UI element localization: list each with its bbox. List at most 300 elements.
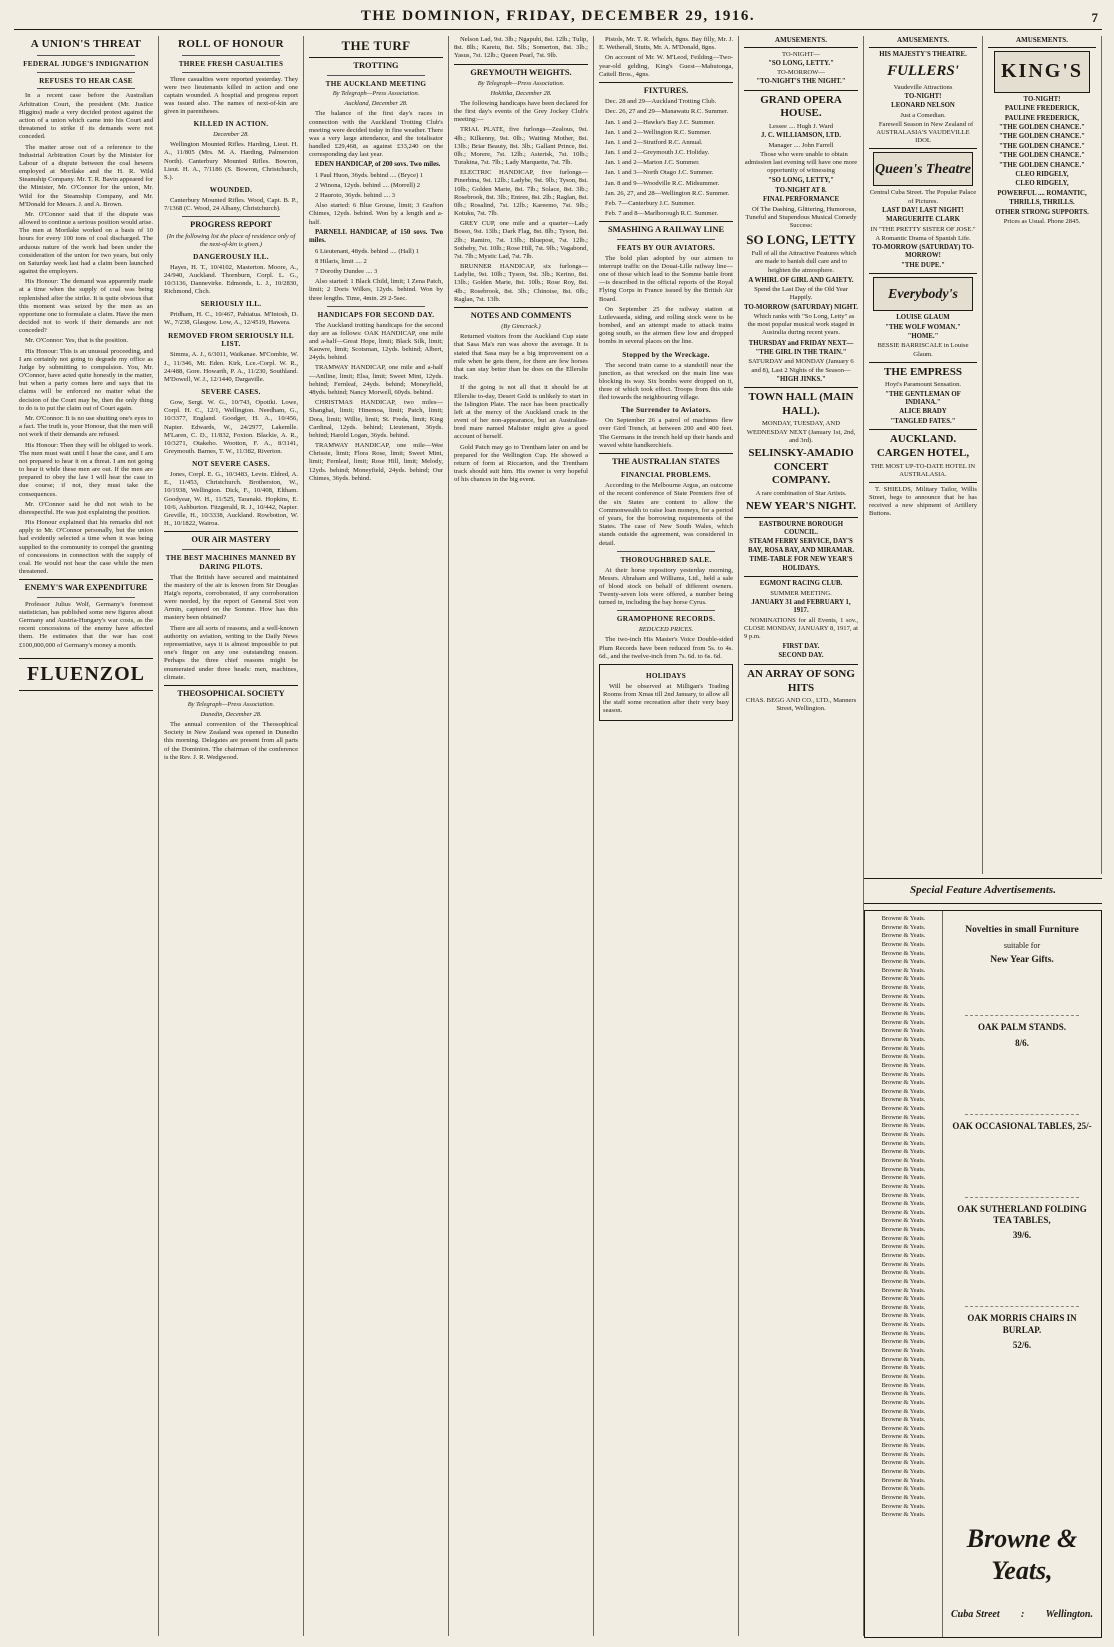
ad-text: LAST DAY! LAST NIGHT! — [882, 206, 964, 214]
ad-text: Central Cuba Street. The Popular Palace of Pictures. — [869, 189, 977, 205]
fixture-item: Dec. 26, 27 and 29—Manawatu R.C. Summer. — [605, 108, 729, 116]
ad-text: Which ranks with "So Long, Letty" as the most popular musical work staged in Australia during recent years. — [747, 312, 855, 337]
browne-yeats-line: Browne & Yeats. — [881, 1131, 926, 1139]
browne-yeats-line: Browne & Yeats. — [881, 1217, 926, 1225]
headline-union-threat: A UNION'S THREAT — [30, 38, 142, 50]
ad-text: "THE DUPE." — [901, 261, 945, 269]
browne-yeats-line: Browne & Yeats. — [881, 1234, 926, 1242]
race-result: 1 Paul Huon, 36yds. behind .... (Bryce) 1 — [315, 171, 424, 179]
article-paragraph: Mr. O'Connor said that if the dispute was allowed to continue a serious position would arise. The men at Mortlake worked on a basis of 10 hours for every 100 tons of coal discharged. The arduous nature of the work had been under the consideration of the union for two years, but only on Saturday week last had a claim been launched against the employers. — [19, 210, 153, 276]
fixture-item: Jan. 1 and 2—Wellington R.C. Summer. — [605, 128, 712, 136]
ad-text: MONDAY, TUESDAY, AND WEDNESDAY NEXT (January 1st, 2nd, and 3rd). — [746, 420, 856, 444]
headline-turf: THE TURF — [341, 38, 411, 53]
article-paragraph: TRAMWAY HANDICAP, one mile and a-half—Aniline, limit; Elsa, limit; Sweet Mint, 12yds. behind; Fernleaf, 24yds. behind; Moneyfield, 48yds. behind; Nancy Morwell, 60yds. behind. — [309, 364, 443, 396]
column-3 — [304, 36, 449, 1636]
ad-text: J. C. WILLIAMSON, LTD. — [761, 132, 841, 140]
browne-yeats-line: Browne & Yeats. — [881, 1251, 926, 1259]
casualty-list: Hayes, H. T., 10/4102, Masterton. Moore, A., 24/940, Auckland. Thornburn, Corpl. L. G., 10/3136, Dannevirke. Edmonds, L. J., 10/2830, Richmond, Chch. — [164, 263, 298, 296]
ad-price: 52/6. — [1012, 1339, 1032, 1350]
ad-text: Prices as Usual. Phone 2845. — [1003, 218, 1081, 226]
amusements-header: AMUSEMENTS. — [988, 36, 1096, 48]
article-paragraph: Mr. O'Connor: Yes, that is the position. — [25, 337, 129, 345]
browne-yeats-line: Browne & Yeats. — [881, 966, 926, 974]
ad-text: Those who were unable to obtain admission last evening will have one more opportunity of witnessing — [744, 150, 858, 175]
browne-yeats-line: Browne & Yeats. — [881, 1312, 926, 1320]
headline-progress-report: PROGRESS REPORT — [190, 220, 272, 230]
cargen-hotel: AUCKLAND. CARGEN HOTEL, — [876, 433, 970, 459]
fixture-item: Jan. 1 and 2—Stratford R.C. Annual. — [605, 138, 703, 146]
fullers-logo: FULLERS' — [887, 63, 959, 80]
amusements-header: AMUSEMENTS. — [869, 36, 977, 48]
race-result: Also started: 6 Blue Grouse, limit; 3 Grafton Chimes, 12yds. behind. Won by a length and a-half. — [309, 202, 443, 226]
race-result: 8 Hilaris, limit .... 2 — [315, 257, 367, 265]
ad-text: Full of all the Attractive Features which are made to banish dull care and to heighten the atmosphere. — [751, 250, 857, 274]
browne-yeats-line: Browne & Yeats. — [881, 1044, 926, 1052]
browne-yeats-line: Browne & Yeats. — [881, 932, 926, 940]
browne-yeats-line: Browne & Yeats. — [881, 1070, 926, 1078]
weights-list: TRIAL PLATE, five furlongs—Zealous, 9st. 4lb.; Kilkenny, 9st. 0lb.; Waiting Mother, 8st. 13lb.; Briar Beauty, 8st. 3lb.; Gallant Prince, 8st. 0lb.; Morere, 7st. 12lb.; Asterisk, 7st. 10lb.; Turakina, 7st. 7lb.; Lady Marquette, 7st. 7lb. — [454, 126, 588, 167]
queens-theatre-logo: Queen's Theatre — [873, 152, 973, 186]
browne-yeats-line: Browne & Yeats. — [881, 1096, 926, 1104]
article-paragraph: At their horse repository yesterday morning, Messrs. Abraham and Williams, Ltd., held a sale of blood stock on behalf of different owners. Twenty-seven lots were offered, a number being turned in, including the bay horse Cyrus. — [599, 566, 733, 607]
ad-text: A Romantic Drama of Spanish Life. — [875, 234, 971, 242]
ad-text: "SO LONG, LETTY." — [768, 59, 834, 67]
column-5 — [594, 36, 739, 1636]
dateline: Hokitika, December 28. — [490, 89, 552, 97]
article-paragraph: TRAMWAY HANDICAP, one mile—Wee Chrissie, limit; Flora Rose, limit; Sweet Mint, limit; Fernleaf, limit; Rose Hill, limit; Melody, 12yds. behind; Moneyfield, 24yds. behind; Our Chimes, 36yds. behind. — [309, 442, 443, 482]
ad-text: Just a Comedian. — [900, 111, 946, 119]
browne-yeats-line: Browne & Yeats. — [881, 1390, 926, 1398]
browne-yeats-line: Browne & Yeats. — [881, 1459, 926, 1467]
article-paragraph: The second train came to a standstill near the junction, as that wrecked on the main line was blocking its way. Six bombs were dropped on it, three of which took effect. Troops from this side fled towards the neighbouring village. — [599, 361, 733, 402]
so-long-letty-title: SO LONG, LETTY — [746, 232, 856, 248]
fixture-item: Feb. 7—Canterbury J.C. Summer. — [605, 200, 695, 207]
holidays-text: Will be observed at Milligan's Trading Rooms from Xmas till 2nd January, to allow all the staff some recreation after their very busy season. — [603, 682, 729, 715]
article-paragraph: Mr. O'Connor: It is no use shutting one's eyes to a fact. The truth is, your Honour, that the men will not work if their demands are refused. — [19, 415, 153, 439]
casualty-list: Simms, A. J., 6/3011, Waikanae. M'Combie, W. J., 11/346, Mt. Eden. Kirk, Lce.-Corpl. W. R., 24/488, Gore. Howarth, P. A., 11/230, Southland. M'Dowell, W. J., 12/1440, Dargaville. — [164, 351, 298, 383]
fixture-item: Jan. 1 and 2—Hawke's Bay J.C. Summer. — [605, 118, 715, 126]
article-paragraph: The two-inch His Master's Voice Double-sided Plum Records have been reduced from 5s. to 4s. 6d., and the twelve-inch from 7s. 6d. to 6s. 6d. — [599, 636, 733, 660]
browne-yeats-line: Browne & Yeats. — [881, 1511, 926, 1519]
ad-text: SUMMER MEETING. — [770, 589, 832, 597]
subhead-wreckage: Stopped by the Wreckage. — [622, 350, 710, 359]
browne-yeats-line: Browne & Yeats. — [881, 958, 926, 966]
subhead-air: THE BEST MACHINES MANNED BY DARING PILOTS. — [165, 553, 297, 571]
ad-text: "THE GOLDEN CHANCE." — [999, 133, 1085, 141]
race-result: 2 Winona, 12yds. behind .... (Morrell) 2 — [315, 181, 421, 189]
headline-theosophical: THEOSOPHICAL SOCIETY — [177, 688, 285, 698]
holidays-head: HOLIDAYS — [645, 671, 687, 680]
browne-yeats-line: Browne & Yeats. — [881, 1139, 926, 1147]
ad-text: "THE GOLDEN CHANCE." — [999, 161, 1085, 169]
article-paragraph: Returned visitors from the Auckland Cup state that Sasa Ma's run was above the average. It is stated that Sasa may be a big improvement on a mile when he gets there, for there are few horses that can stay better than he does on the Ellerslie track. — [454, 333, 588, 382]
article-paragraph: The following handicaps have been declared for the first day's events of the Grey Jockey Club's meeting:— — [454, 99, 588, 124]
amusements-header: AMUSEMENTS. — [744, 36, 858, 48]
article-paragraph: In a recent case before the Australian Arbitration Court, the president (Mr. Justice Higgins) made a very decided protest against the action of a union which came into his Court and threatened to strike if its demands were not conceded. — [19, 92, 153, 141]
ad-text: MARGUERITE CLARK — [886, 216, 960, 224]
article-paragraph: Professor Julius Wolf, Germany's foremost statistician, has published some new figures about Germany and Austria-Hungary's war costs, as the recent concessions of the enemy have affected them. He estimates that the war has cost £100,000,000 of Germany's money a month. — [19, 600, 153, 649]
browne-yeats-line: Browne & Yeats. — [881, 1407, 926, 1415]
headline-roll-of-honour: ROLL OF HONOUR — [177, 38, 285, 50]
ad-text: "SO LONG, LETTY," — [768, 177, 834, 185]
browne-yeats-line: Browne & Yeats. — [881, 1347, 926, 1355]
headline-thoroughbred-sale: THOROUGHBRED SALE. — [620, 555, 712, 564]
selinsky-amadio: SELINSKY-AMADIO CONCERT COMPANY. — [748, 446, 854, 487]
browne-yeats-line: Browne & Yeats. — [881, 1277, 926, 1285]
byline: By Telegraph—Press Association. — [477, 79, 565, 87]
browne-yeats-line: Browne & Yeats. — [881, 1156, 926, 1164]
browne-yeats-line: Browne & Yeats. — [881, 1485, 926, 1493]
ad-text: CHAS. BEGG AND CO., LTD., Manners Street, Wellington. — [745, 697, 857, 713]
browne-yeats-line: Browne & Yeats. — [881, 1243, 926, 1251]
ad-text: LEONARD NELSON — [891, 102, 955, 110]
new-years-night: NEW YEAR'S NIGHT. — [745, 499, 857, 512]
browne-yeats-line: Browne & Yeats. — [881, 1018, 926, 1026]
browne-yeats-line: Browne & Yeats. — [881, 1191, 926, 1199]
section-wounded: WOUNDED. — [209, 186, 253, 195]
ad-text: CLEO RIDGELY, — [1015, 180, 1069, 188]
browne-yeats-line: Browne & Yeats. — [881, 1303, 926, 1311]
race-result: Also started: 1 Black Child, limit; 1 Zena Patch, limit; 2 Doris Wilkes, 12yds. behind. Won by three lengths. Time, 4min. 29 2-5sec. — [309, 278, 443, 302]
browne-yeats-line: Browne & Yeats. — [881, 1061, 926, 1069]
ad-text: TO-NIGHT! — [904, 92, 942, 100]
article-paragraph: His Honour: This is an unusual proceeding, and I am certainly not going to degrade my office as Judge by submitting to compulsion. You, Mr. O'Connor, have acted quite honestly in the matter, but when a party comes here and says that its claims will be enforced no matter what the decision of the Court may be, then the only thing to do is to put the claim out of Court again. — [19, 347, 153, 412]
article-paragraph: His Honour: Then they will be obliged to work. The men must wait until I hear the case, and I am not prepared to hear it on a threat. I am not going to hear it while these men are out. If the men are prepared to obey the law I will hear the case in due course; if not, they must take the consequences. — [19, 441, 153, 498]
article-paragraph: According to the Melbourne Argus, an outcome of the recent conference of State Premiers five of the six States are content to allow the Commonwealth to raise loan moneys, for a period of years, for the borrowing requirements of the States. The case of New South Wales, which stands outside the agreement, was considered in detail. — [599, 482, 733, 547]
ad-headline: Novelties in small Furniture — [965, 925, 1079, 935]
browne-yeats-line: Browne & Yeats. — [881, 1476, 926, 1484]
address-city: Wellington. — [1045, 1608, 1093, 1620]
fixture-item: Jan. 8 and 9—Woodville R.C. Midsummer. — [605, 179, 720, 187]
race-result: 7 Dorothy Dundee .... 3 — [315, 268, 378, 275]
ad-text: PAULINE FREDERICK, — [1004, 114, 1080, 122]
empress-logo: THE EMPRESS — [884, 365, 962, 378]
subhead-reduced: REDUCED PRICES. — [638, 626, 694, 634]
ad-text: T. SHIELDS, Military Tailor, Willis Street, begs to announce that he has received a new shipment of Artillery Buttons. — [869, 485, 977, 518]
subhead-casualties: THREE FRESH CASUALTIES — [178, 59, 284, 68]
browne-yeats-line: Browne & Yeats. — [881, 1035, 926, 1043]
headline-greymouth-weights: GREYMOUTH WEIGHTS. — [470, 67, 572, 77]
browne-yeats-line: Browne & Yeats. — [881, 1053, 926, 1061]
browne-yeats-line: Browne & Yeats. — [881, 1329, 926, 1337]
article-paragraph: Gold Patch may go to Trentham later on and be prepared for the Wellington Cup. He showed a return of form at Riccarton, and the Trentham track should suit him. His owner is very hopeful of his chances in the big event. — [454, 443, 588, 484]
ad-price: 8/6. — [1015, 1037, 1029, 1048]
article-paragraph: CHRISTMAS HANDICAP, two miles—Shanghai, limit; Hinemoa, limit; Patch, limit; Dora, limit; Willie, limit; St. Freda, limit; King Cardinal, 12yds. behind; Lieutenant, 36yds. behind; Harold Logan, 36yds. behind. — [309, 399, 443, 439]
casualty-list: Canterbury Mounted Rifles. Wood, Capt. B. P., 7/1368 (C. Wood, 24 Albany, Christchurch). — [164, 197, 298, 213]
headline-notes-comments: NOTES AND COMMENTS — [470, 310, 572, 320]
ad-text: JANUARY 31 and FEBRUARY 1, 1917. — [751, 598, 851, 615]
everybodys-logo: Everybody's — [873, 277, 973, 311]
ad-text: A WHIRL OF GIRL AND GAIETY. — [748, 276, 854, 284]
column-7-amusements — [864, 36, 983, 874]
browne-yeats-line: Browne & Yeats. — [881, 1079, 926, 1087]
ad-text: SATURDAY and MONDAY (January 6 and 8), Last 2 Nights of the Season— — [748, 358, 854, 374]
browne-yeats-line: Browne & Yeats. — [881, 1442, 926, 1450]
section-not-severe: NOT SEVERE CASES. — [192, 460, 270, 469]
masthead-title: THE DOMINION, FRIDAY, DECEMBER 29, 1916. — [360, 8, 756, 25]
ad-text: Manager .... John Farrell — [768, 141, 834, 149]
race-result: 6 Lieutenant, 48yds. behind .... (Hall) 1 — [315, 247, 420, 255]
his-majestys-theatre: HIS MAJESTY'S THEATRE. — [879, 50, 967, 58]
fixture-item: Feb. 7 and 8—Marlborough R.C. Summer. — [605, 210, 719, 218]
fluenzol-advertisement: FLUENZOL — [19, 658, 153, 691]
browne-yeats-line: Browne & Yeats. — [881, 975, 926, 983]
address-street: Cuba Street — [951, 1608, 1000, 1620]
article-paragraph: On account of Mr. W. M'Leod, Feilding—Two-year-old gelding, King's Guest—Mahutonga, Cattell Bros., 4gns. — [599, 54, 733, 78]
headline-trotting: TROTTING — [353, 61, 399, 71]
casualty-list: Pridham, H. C., 10/467, Pahiatua. M'Intosh, D. W., 7/238, Glasgow. Low, A., 12/4519, Hawera. — [164, 311, 298, 327]
browne-yeats-line: Browne & Yeats. — [881, 1200, 926, 1208]
ad-text: "TO-NIGHT'S THE NIGHT." — [756, 78, 846, 86]
browne-yeats-line: Browne & Yeats. — [881, 1416, 926, 1424]
casualty-list: Wellington Mounted Rifles. Harding, Lieut. H. A., 11/805 (Mrs. M. A. Harding, Palmerston North). Canterbury Mounted Rifles. Bowron, Lieut. H. A., 7/1186 (S. Bowron, Christchurch, S.). — [164, 141, 298, 181]
ad-headline: New Year Gifts. — [990, 954, 1054, 965]
fixture-item: Dec. 28 and 29—Auckland Trotting Club. — [605, 98, 717, 106]
headline-smashing-railway: SMASHING A RAILWAY LINE — [607, 225, 725, 235]
ad-text: NOMINATIONS for all Events, 1 sov., CLOSE MONDAY, JANUARY 8, 1917, at 9 p.m. — [744, 616, 858, 640]
browne-yeats-line: Browne & Yeats. — [881, 923, 926, 931]
headline-australian-states: THE AUSTRALIAN STATES — [612, 456, 720, 466]
column-2 — [159, 36, 304, 1636]
furniture-illustration-icon — [965, 972, 1079, 1016]
byline: By Telegraph—Press Association. — [187, 701, 275, 709]
ad-text: FINAL PERFORMANCE — [762, 196, 840, 204]
browne-yeats-advertisement — [864, 910, 1102, 1638]
ad-text: TIME-TABLE FOR NEW YEAR'S HOLIDAYS. — [749, 556, 853, 572]
ad-text: POWERFUL .... ROMANTIC, — [997, 189, 1087, 197]
article-paragraph: The bold plan adopted by our airmen to interrupt traffic on the Douai-Lille railway line—one of those which lead to the Somme battle front—is described in the official reports of the Royal Flying Corps in France issued by the British Air Board. — [599, 254, 733, 303]
ad-text: TO-NIGHT AT 8. — [775, 186, 827, 194]
browne-yeats-line: Browne & Yeats. — [881, 1087, 926, 1095]
browne-yeats-line: Browne & Yeats. — [881, 1208, 926, 1216]
section-killed: KILLED IN ACTION. — [193, 120, 269, 129]
casualty-list: Gow, Sergt. W. G., 10/743, Opotiki. Lowe, Corpl. H. C., 12/1, Wellington. Needham, G., 10/3377, England. Goodger, H. A., 10/456, Napier. Edwards, W., 24/2977, Lakemlle. M'Laren, C. D., 11/832, Foxton. Blackie, A. R., 10/3271, Otakeho. Wootton, F. A., 8/3141, Greymouth. Barnes, T. W., 11/382, Riverton. — [164, 399, 298, 456]
ad-text: Spend the Last Day of the Old Year Happily. — [754, 286, 848, 302]
town-hall: TOWN HALL (MAIN HALL). — [748, 391, 854, 417]
subhead-surrender: The Surrender to Aviators. — [620, 406, 712, 415]
browne-yeats-signature: Browne & Yeats, — [966, 1523, 1078, 1585]
browne-yeats-line: Browne & Yeats. — [881, 1502, 926, 1510]
browne-yeats-line: Browne & Yeats. — [881, 1321, 926, 1329]
ad-text: Farewell Season in New Zealand of AUSTRALASIA'S VAUDEVILLE IDOL — [876, 120, 974, 145]
dateline: Auckland, December 28. — [344, 100, 408, 108]
subhead-aviators: FEATS BY OUR AVIATORS. — [616, 243, 716, 252]
ad-text: THURSDAY and FRIDAY NEXT— — [748, 339, 854, 347]
headline-enemy-expenditure: ENEMY'S WAR EXPENDITURE — [24, 583, 148, 593]
browne-yeats-line: Browne & Yeats. — [881, 1381, 926, 1389]
ad-text: "THE GOLDEN CHANCE." — [999, 152, 1085, 160]
ad-text: STEAM FERRY SERVICE, DAY'S BAY, ROSA BAY, AND MIRAMAR. — [747, 538, 855, 554]
fixture-item: Jan. 1 and 2—Marton J.C. Summer. — [605, 159, 700, 167]
article-paragraph: Pistols, Mr. T. R. Whelch, 8gns. Bay filly, Mr. J. E. Wetherall, Stutts, Mr. A. M'Donald, 8gns. — [599, 36, 733, 52]
ad-text: ALICE BRADY — [899, 408, 947, 416]
ad-text: FIRST DAY. — [782, 643, 820, 651]
browne-yeats-line: Browne & Yeats. — [881, 1433, 926, 1441]
article-paragraph: The annual convention of the Theosophical Society in New Zealand was opened in Dunedin this morning. Delegates are present from all parts of the Dominion. The chairman of the conference is the Rev. J. R. Wedgwood. — [164, 721, 298, 761]
ad-text: "THE WOLF WOMAN." — [885, 323, 961, 331]
ad-price: 39/6. — [1012, 1230, 1032, 1241]
article-paragraph: There are all sorts of reasons, and a well-known authority on aviation, writing to the Daily News representative, says it is almost impossible to put one's finger on any one outstanding reason. Perhaps the three chief reasons might be enumerated under three heads: men, machines, climate. — [164, 624, 298, 681]
race-result: PARNELL HANDICAP, of 150 sovs. Two miles. — [309, 228, 443, 245]
egmont-racing-club: EGMONT RACING CLUB. — [759, 580, 843, 588]
ad-item: OAK OCCASIONAL TABLES, 25/- — [952, 1120, 1092, 1131]
article-paragraph: That the British have secured and maintained the mastery of the air is known from Sir Douglas Haig's reports, corroborated, if any corroboration were needed, by the report of General Sixt von Armin, captured on the Somme. How has this mastery been obtained? — [164, 573, 298, 622]
ad-text: SECOND DAY. — [778, 652, 824, 660]
ad-text: BESSIE BARRISCALE in Louise Glaum. — [877, 342, 969, 358]
ad-text: "THE GOLDEN CHANCE." — [999, 123, 1085, 131]
browne-yeats-line: Browne & Yeats. — [881, 1424, 926, 1432]
section-removed: REMOVED FROM SERIOUSLY ILL LIST. — [168, 331, 294, 349]
weights-list: GREY CUP, one mile and a quarter—Lady Bosso, 9st. 13lb.; Dark Flag, 8st. 8lb.; Tyson, 8st. 2lb.; Ramiro, 7st. 13lb.; Bluepost, 7st. 12lb.; Sotheby, 7st. 10lb.; Rose Hill, 7st. 9lb.; Vagabond, 7st. 7lb.; Mystic Lad, 7st. 7lb. — [454, 220, 588, 260]
ad-text: "HIGH JINKS." — [776, 375, 826, 383]
ad-text: TO-MORROW (SATURDAY) TO-MORROW! — [872, 243, 974, 260]
subhead-financial: FINANCIAL PROBLEMS. — [621, 471, 711, 480]
page-number: 7 — [1091, 9, 1098, 25]
browne-yeats-line: Browne & Yeats. — [881, 1355, 926, 1363]
column-1 — [14, 36, 159, 1636]
ad-text: LOUISE GLAUM — [896, 314, 950, 322]
ad-text: Hoyt's Paramount Sensation. — [884, 381, 962, 389]
browne-yeats-repeat-column — [865, 911, 943, 1637]
browne-yeats-address — [951, 1609, 1093, 1621]
ad-text: PAULINE FREDERICK, — [1004, 105, 1080, 113]
section-date: December 28. — [213, 131, 249, 139]
ad-item: OAK SUTHERLAND FOLDING TEA TABLES, — [957, 1203, 1087, 1226]
browne-yeats-line: Browne & Yeats. — [881, 1372, 926, 1380]
browne-yeats-line: Browne & Yeats. — [881, 1364, 926, 1372]
ad-text: TO-MORROW (SATURDAY) NIGHT. — [744, 303, 858, 311]
ad-item: OAK MORRIS CHAIRS IN BURLAP. — [967, 1313, 1077, 1335]
browne-yeats-line: Browne & Yeats. — [881, 1468, 926, 1475]
article-paragraph: Mr. O'Connor said he did not wish to be disrespectful. He was just explaining the position. — [19, 500, 153, 516]
browne-yeats-line: Browne & Yeats. — [881, 940, 926, 948]
subhead-refuses: REFUSES TO HEAR CASE — [39, 76, 133, 85]
ad-headline: suitable for — [1003, 940, 1041, 950]
holidays-notice — [599, 664, 733, 722]
ad-text: THRILLS, THRILLS. — [1009, 199, 1075, 207]
browne-yeats-line: Browne & Yeats. — [881, 1174, 926, 1182]
browne-yeats-line: Browne & Yeats. — [881, 1493, 926, 1501]
browne-yeats-line: Browne & Yeats. — [881, 915, 926, 922]
song-hits: AN ARRAY OF SONG HITS — [747, 667, 855, 694]
ad-text: A rare combination of Star Artists. — [755, 489, 847, 497]
headline-handicaps-second-day: HANDICAPS FOR SECOND DAY. — [317, 310, 435, 319]
weights-list: ELECTRIC HANDICAP, five furlongs—Pinerbina, 9st. 12lb.; Ladybe, 9st. 9lb.; Tyson, 8st. 10lb.; Golden Marie, 8st. 7lb.; Solace, 8st. 3lb.; Rosebrook, 8st. 3lb.; Entree, 8st. 2lb.; Raglan, 8st. 0lb.; Rosalind, 7st. 12lb.; Kareemo, 7st. 9lb.; Kotuku, 7st. 7lb. — [454, 169, 588, 218]
browne-yeats-line: Browne & Yeats. — [881, 992, 926, 1000]
ad-text: "THE GIRL IN THE TRAIN." — [755, 348, 847, 356]
ad-text: OTHER STRONG SUPPORTS. — [995, 208, 1089, 216]
browne-yeats-line: Browne & Yeats. — [881, 984, 926, 992]
section-dangerously-ill: DANGEROUSLY ILL. — [193, 252, 269, 261]
subhead-federal-judge: FEDERAL JUDGE'S INDIGNATION — [23, 59, 149, 68]
fixture-item: Jan. 1 and 2—Greymouth J.C. Holiday. — [605, 149, 710, 157]
browne-yeats-line: Browne & Yeats. — [881, 1027, 926, 1035]
browne-yeats-line: Browne & Yeats. — [881, 1105, 926, 1113]
ad-item: OAK PALM STANDS. — [978, 1022, 1066, 1033]
byline: By Telegraph—Press Association. — [332, 90, 420, 98]
article-paragraph: If the going is not all that it should be at Ellerslie to-day, Desert Gold is unlikely to start in the Islington Plate. The race has been practically left at the mercy of the Auckland crack in the event of her non-appearance, but an Australian-bred mare named Maltster might give a good account of herself. — [454, 384, 588, 441]
progress-note: (In the following list the place of residence only of the next-of-kin is given.) — [166, 232, 296, 248]
browne-yeats-line: Browne & Yeats. — [881, 1001, 926, 1009]
ad-text: Of The Dashing, Glittering, Humorous, Tuneful and Stupendous Musical Comedy Success: — [745, 205, 857, 229]
column-6-amusements — [739, 36, 864, 1636]
headline-fixtures: FIXTURES. — [643, 85, 689, 95]
article-paragraph: The balance of the first day's races in connection with the Auckland Trotting Club's meeting were decided today in fine weather. There was a very large attendance, and the totalisator handled £29,468, as against £33,240 on the corresponding day last year. — [309, 110, 443, 159]
column-8-amusements — [983, 36, 1102, 874]
byline: (By Gimcrack.) — [501, 323, 541, 331]
article-paragraph: On September 26 a patrol of machines flew over Gird Trench, at between 200 and 400 feet. The Germans in the trench held up their hands and waved white handkerchiefs. — [599, 417, 733, 449]
weights-list: BRUNNER HANDICAP, six furlongs—Ladylie, 9st. 10lb.; Tyson, 9st. 3lb.; Kerino, 8st. 13lb.; Golden Marie, 8st. 10lb.; Rose Roy, 8st. 4lb.; Rosebrook, 8st. 3lb.; Chinoise, 8st. 0lb.; Raglan, 7st. 13lb. — [454, 263, 588, 303]
fixture-item: Jan. 26, 27, and 28—Wellington R.C. Summer. — [605, 189, 730, 197]
ad-text: THE MOST UP-TO-DATE HOTEL IN AUSTRALASIA. — [870, 462, 976, 478]
fixture-item: Jan. 1 and 3—North Otago J.C. Summer. — [605, 169, 714, 177]
ad-text: IN "THE PRETTY SISTER OF JOSE." — [870, 225, 976, 233]
browne-yeats-line: Browne & Yeats. — [881, 1122, 926, 1130]
browne-yeats-line: Browne & Yeats. — [881, 1182, 926, 1190]
furniture-illustration-icon — [965, 1154, 1079, 1198]
browne-yeats-line: Browne & Yeats. — [881, 1226, 926, 1234]
ad-text: TO-MORROW— — [777, 69, 825, 77]
grand-opera-house: GRAND OPERA HOUSE. — [760, 93, 842, 120]
browne-yeats-line: Browne & Yeats. — [881, 1010, 926, 1018]
ad-text: CLEO RIDGELY, — [1015, 171, 1069, 179]
ad-text: "HOME." — [907, 333, 939, 341]
headline-air-mastery: OUR AIR MASTERY — [191, 535, 271, 545]
subhead-auckland-meeting: THE AUCKLAND MEETING — [325, 79, 427, 88]
browne-yeats-main — [943, 911, 1101, 1637]
browne-yeats-line: Browne & Yeats. — [881, 1269, 926, 1277]
browne-yeats-line: Browne & Yeats. — [881, 949, 926, 957]
dateline: Dunedin, December 28. — [200, 711, 262, 719]
article-paragraph: His Honour: The demand was apparently made at a time when the supply of coal was being replenished after the strike. It is quite obvious that this moment was seized by the men as an opportune one to formulate a claim. Have the men decided not to work if their demands are not conceded? — [19, 278, 153, 335]
race-result: EDEN HANDICAP, of 200 sovs. Two miles. — [315, 161, 441, 169]
article-paragraph: Three casualties were reported yesterday. They were two lieutenants killed in action and one captain wounded. A hospital and progress report was issued also. The names of next-of-kin are given in parentheses. — [164, 75, 298, 116]
casualty-list: Jones, Corpl. E. G., 10/3483, Levin. Eldred, A. E., 11/453, Christchurch. Brotherston, W., 10/1938, Wellington. Dick, F., 10/408, Eltham. Goodyear, W. H., 11/525, Taranaki. Hopkins, E. 10/6, Ashburton. Fitzgerald, R. J., 10/442, Napier. Greville, H., 10/3338, Auckland. Rowbotton, W. H., 10/1822, Wairoa. — [164, 471, 298, 528]
article-paragraph: The Auckland trotting handicaps for the second day are as follows: OAK HANDICAP, one mile and a-half—Great Hope, limit; Black Silk, limit; Kauwre, limit; Scotsman, 12yds. behind; Albert, 24yds. behind. — [309, 321, 443, 362]
article-paragraph: On September 25 the railway station at Lutlevaarda, siding, and rolling stock were to be bombed, and an attempt made to attack trains going south, so the airmen flew low and dropped bombs in several places on the line. — [599, 305, 733, 346]
furniture-illustration-icon — [965, 1071, 1079, 1115]
browne-yeats-line: Browne & Yeats. — [881, 1148, 926, 1156]
article-paragraph: Nelson Lad, 9st. 3lb.; Ngapuhi, 8st. 12lb.; Tulip, 8st. 8lb.; Karetu, 8st. 5lb.; Somerton, 8st. 3lb.; Yasus, 7st. 12lb.; Queen Pearl, 7st. 9lb. — [454, 36, 588, 60]
special-feature-header: Special Feature Advertisements. — [864, 878, 1102, 904]
race-result: 2 Hauroto, 36yds. behind .... 3 — [315, 192, 396, 200]
browne-yeats-line: Browne & Yeats. — [881, 1165, 926, 1173]
ad-text: TO-NIGHT! — [1023, 95, 1061, 103]
browne-yeats-line: Browne & Yeats. — [881, 1113, 926, 1121]
dot-separator-icon: : — [1020, 1608, 1025, 1620]
ad-text: Vaudeville Attractions — [893, 83, 953, 91]
kings-theatre-logo: KING'S — [994, 51, 1090, 93]
eastbourne-council: EASTBOURNE BOROUGH COUNCIL. — [758, 520, 844, 536]
ad-text: "TANGLED FATES." — [890, 417, 956, 425]
browne-yeats-line: Browne & Yeats. — [881, 1398, 926, 1406]
browne-yeats-line: Browne & Yeats. — [881, 1260, 926, 1268]
ad-text: "THE GOLDEN CHANCE." — [999, 142, 1085, 150]
headline-gramophone: GRAMOPHONE RECORDS. — [616, 615, 716, 624]
section-severe: SEVERE CASES. — [201, 388, 261, 397]
ad-text: "THE GENTLEMAN OF INDIANA." — [885, 390, 961, 407]
ad-text: TO-NIGHT— — [782, 50, 820, 58]
article-paragraph: The matter arose out of a reference to the Industrial Arbitration Court by the Minister for Labour of a dispute between the coal hewers employed at Mortlake and the H. R. Wild Steamship Company. Mr. T. R. Bavin appeared for the Minister, Mr. O'Connor for the union, Mr. Wild for the Steamship Company, and Mr. M'Donald for Messrs. J. and A. Brown. — [19, 143, 153, 208]
masthead — [14, 8, 1102, 30]
article-paragraph: His Honour explained that his remarks did not apply to Mr. O'Connor personally, but the union had evidently selected a time when it was being supplied to the community to compel the granting of concessions in connection with the supply of coal. He would not hear the case while the men threatened. — [19, 519, 153, 576]
furniture-illustration-icon — [965, 1263, 1079, 1307]
column-4 — [449, 36, 594, 1636]
ad-text: Lessee .... Hugh J. Ward — [769, 123, 833, 131]
browne-yeats-line: Browne & Yeats. — [881, 1450, 926, 1458]
browne-yeats-line: Browne & Yeats. — [881, 1338, 926, 1346]
browne-yeats-line: Browne & Yeats. — [881, 1295, 926, 1303]
